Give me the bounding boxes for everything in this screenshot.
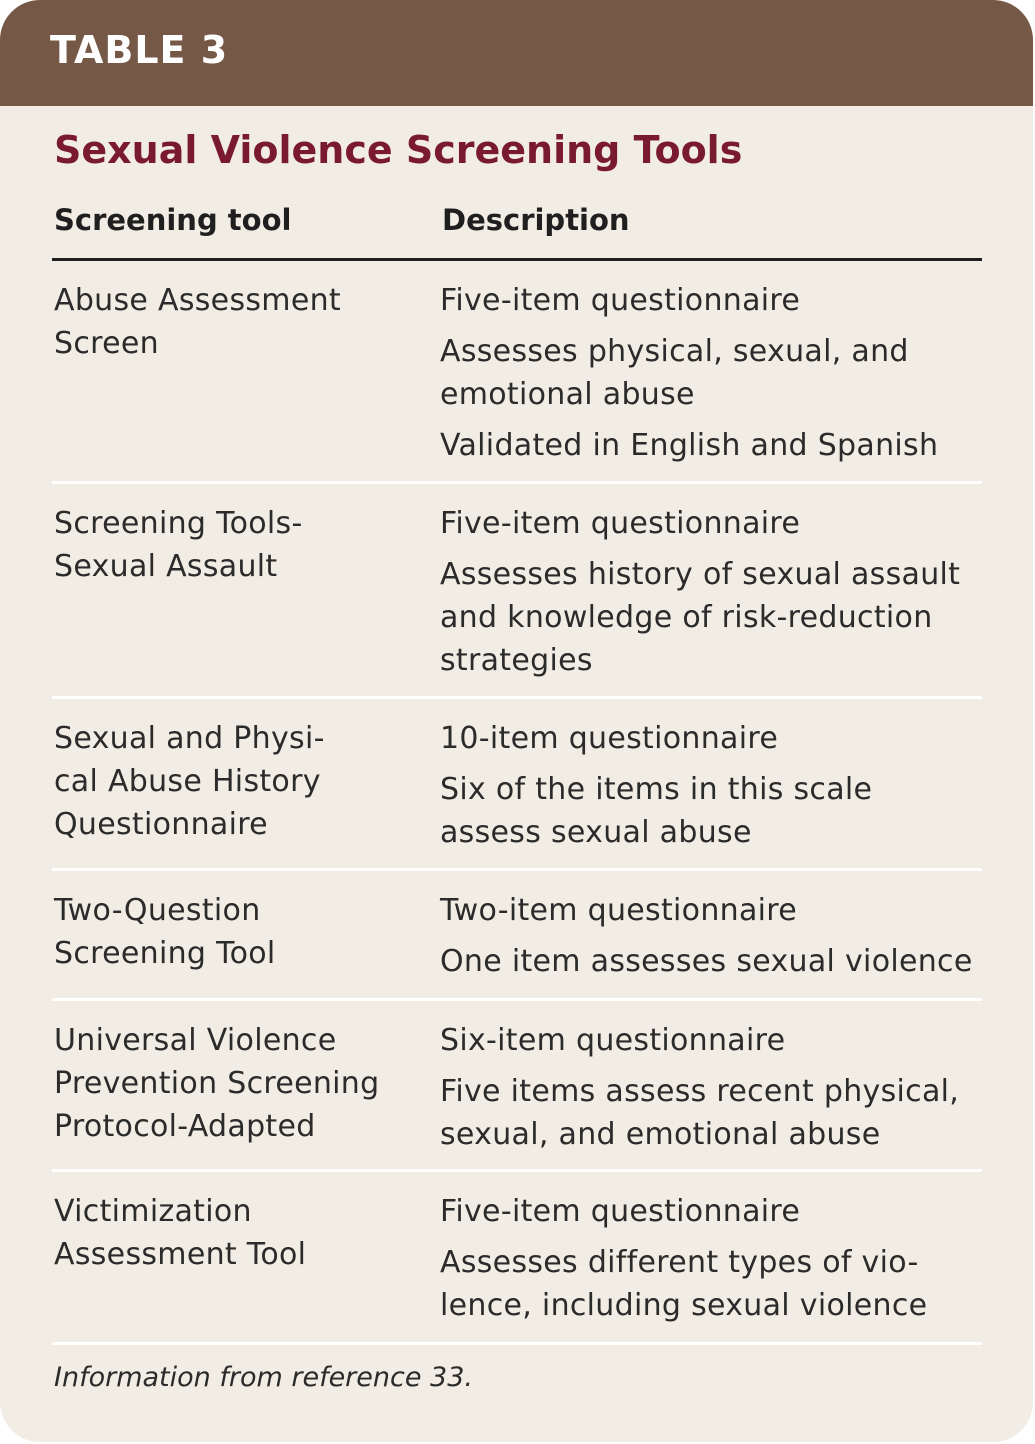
table-row [52, 699, 982, 871]
tool-name-line: cal Abuse History [54, 764, 321, 799]
description-text: strategies [440, 643, 593, 678]
description-text: Five-item questionnaire [440, 1194, 801, 1229]
tool-name-line: Screening Tools- [54, 506, 303, 541]
tool-name-cell [52, 261, 440, 481]
description-cell [440, 484, 982, 696]
description-item [440, 889, 982, 932]
description-cell [440, 871, 982, 998]
tool-name-line: Sexual and Physi- [54, 721, 325, 756]
table-header-band [0, 0, 1033, 106]
table-row [52, 1001, 982, 1172]
table-row [52, 1172, 982, 1345]
description-text: assess sexual abuse [440, 815, 752, 850]
description-cell [440, 699, 982, 868]
description-item [440, 1190, 982, 1233]
footnote: Information from reference 33. [54, 1362, 473, 1393]
tool-name-line: Screening Tool [54, 936, 276, 971]
column-header-tool: Screening tool [54, 203, 292, 237]
table-row [52, 484, 982, 699]
column-header-description: Description [442, 203, 630, 237]
description-text: Five items assess recent physical, [440, 1074, 960, 1109]
tool-name-line: Two-Question [54, 893, 261, 928]
tool-name-cell [52, 699, 440, 868]
description-text: Assesses physical, sexual, and [440, 334, 909, 369]
description-item [440, 424, 982, 467]
description-text: lence, including sexual violence [440, 1288, 928, 1323]
tool-name-line: Questionnaire [54, 807, 268, 842]
description-cell [440, 261, 982, 481]
description-text: 10-item questionnaire [440, 721, 779, 756]
description-text: Five-item questionnaire [440, 506, 801, 541]
description-text: Two-item questionnaire [440, 893, 798, 928]
table-row [52, 261, 982, 484]
description-item [440, 1070, 982, 1156]
description-text: Six-item questionnaire [440, 1023, 786, 1058]
tool-name-line: Sexual Assault [54, 549, 278, 584]
tool-name-cell [52, 1001, 440, 1169]
table-number-label: TABLE 3 [50, 28, 229, 72]
description-item [440, 279, 982, 322]
table-title: Sexual Violence Screening Tools [54, 128, 743, 172]
description-item [440, 768, 982, 854]
description-text: sexual, and emotional abuse [440, 1117, 881, 1152]
tool-name-line: Screen [54, 326, 159, 361]
tool-name-cell [52, 871, 440, 998]
description-cell [440, 1172, 982, 1342]
tool-name-cell [52, 484, 440, 696]
description-text: Assesses history of sexual assault [440, 557, 961, 592]
description-text: One item assesses sexual violence [440, 944, 973, 979]
description-text: Validated in English and Spanish [440, 428, 939, 463]
description-item [440, 717, 982, 760]
table-row [52, 871, 982, 1001]
description-item [440, 330, 982, 416]
description-text: Assesses different types of vio- [440, 1245, 919, 1280]
tool-name-line: Universal Violence [54, 1023, 337, 1058]
description-cell [440, 1001, 982, 1169]
description-text: and knowledge of risk-reduction [440, 600, 933, 635]
tool-name-line: Protocol-Adapted [54, 1109, 316, 1144]
description-item [440, 940, 982, 983]
tool-name-line: Victimization [54, 1194, 252, 1229]
tool-name-line: Prevention Screening [54, 1066, 380, 1101]
tool-name-line: Abuse Assessment [54, 283, 341, 318]
description-item [440, 1241, 982, 1327]
description-text: Five-item questionnaire [440, 283, 801, 318]
description-text: Six of the items in this scale [440, 772, 873, 807]
tool-name-cell [52, 1172, 440, 1342]
tool-name-line: Assessment Tool [54, 1237, 307, 1272]
description-text: emotional abuse [440, 377, 695, 412]
table-body [52, 261, 982, 1345]
description-item [440, 1019, 982, 1062]
description-item [440, 553, 982, 682]
description-item [440, 502, 982, 545]
